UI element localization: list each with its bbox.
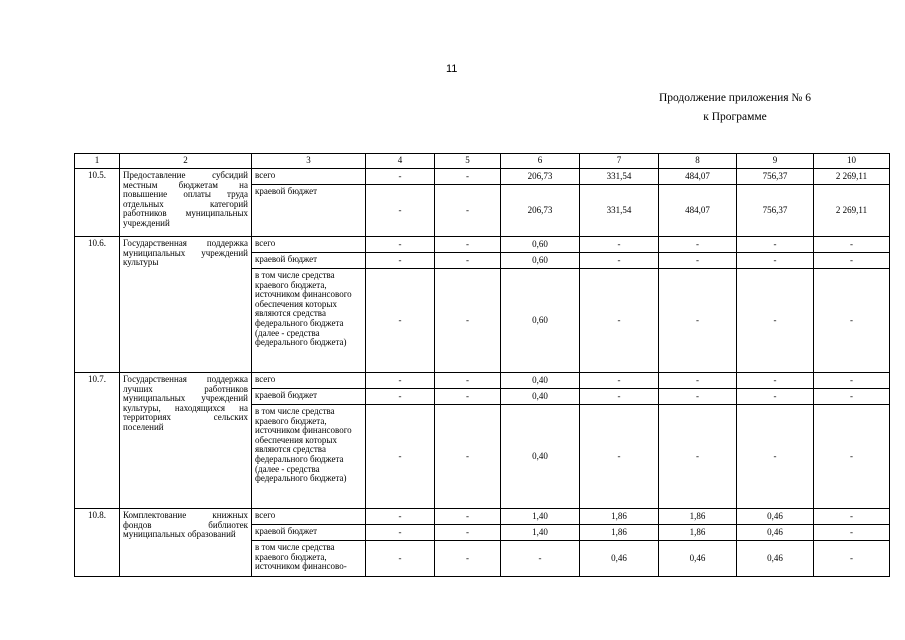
value-cell: - [366, 185, 435, 237]
header-cell: 8 [659, 154, 737, 169]
header-cell: 10 [814, 154, 890, 169]
value-cell: - [814, 389, 890, 405]
value-cell: - [366, 405, 435, 509]
item-name: Предоставление субсидий местным бюджетам на повышение оплаты труда отдельных категорий работников муниципальных учреждений [120, 169, 252, 237]
value-cell: - [659, 253, 737, 269]
value-cell: - [580, 269, 659, 373]
value-cell: - [814, 525, 890, 541]
value-cell: 0,40 [501, 405, 580, 509]
value-cell: - [366, 269, 435, 373]
table-row [75, 237, 890, 253]
value-cell: - [580, 253, 659, 269]
value-cell: - [580, 237, 659, 253]
value-cell: 756,37 [737, 185, 814, 237]
item-name: Комплектование книжных фондов библиотек муниципальных образований [120, 509, 252, 577]
value-cell: 1,86 [659, 509, 737, 525]
value-cell: - [366, 169, 435, 185]
value-cell: 0,46 [737, 509, 814, 525]
funding-source: в том числе средства краевого бюджета, источником финансово- [252, 541, 366, 577]
item-number: 10.5. [75, 169, 120, 237]
value-cell: - [435, 253, 501, 269]
value-cell: 331,54 [580, 169, 659, 185]
value-cell: - [435, 237, 501, 253]
header-cell: 4 [366, 154, 435, 169]
table-body [75, 154, 890, 577]
value-cell: - [737, 269, 814, 373]
header-cell: 5 [435, 154, 501, 169]
appendix-line-2: к Программе [703, 111, 767, 123]
value-cell: - [659, 405, 737, 509]
funding-source: в том числе средства краевого бюджета, источником финансового обеспечения которых являются средства федерального бюджета (далее - средства федерального бюджета) [252, 405, 366, 509]
value-cell: 1,86 [659, 525, 737, 541]
value-cell: - [814, 509, 890, 525]
value-cell: - [580, 405, 659, 509]
value-cell: - [737, 253, 814, 269]
value-cell: - [366, 541, 435, 577]
value-cell: - [435, 509, 501, 525]
header-cell: 6 [501, 154, 580, 169]
item-name: Государственная поддержка лучших работников муниципальных учреждений культуры, находящихся на территориях сельских поселений [120, 373, 252, 509]
value-cell: - [814, 269, 890, 373]
header-cell: 3 [252, 154, 366, 169]
value-cell: 2 269,11 [814, 185, 890, 237]
value-cell: - [366, 509, 435, 525]
value-cell: 0,60 [501, 237, 580, 253]
funding-source: всего [252, 509, 366, 525]
value-cell: 0,46 [659, 541, 737, 577]
value-cell: - [659, 237, 737, 253]
value-cell: - [737, 237, 814, 253]
value-cell: - [435, 541, 501, 577]
value-cell: - [737, 389, 814, 405]
value-cell: - [366, 373, 435, 389]
value-cell: - [580, 389, 659, 405]
value-cell: - [814, 253, 890, 269]
item-number: 10.8. [75, 509, 120, 577]
value-cell: - [814, 405, 890, 509]
value-cell: 0,40 [501, 373, 580, 389]
header-cell: 1 [75, 154, 120, 169]
funding-source: всего [252, 373, 366, 389]
item-name: Государственная поддержка муниципальных учреждений культуры [120, 237, 252, 373]
value-cell: - [366, 525, 435, 541]
appendix-caption [600, 89, 870, 127]
value-cell: 2 269,11 [814, 169, 890, 185]
value-cell: 1,86 [580, 509, 659, 525]
funding-source: краевой бюджет [252, 525, 366, 541]
funding-source: краевой бюджет [252, 185, 366, 237]
value-cell: - [366, 389, 435, 405]
header-cell: 2 [120, 154, 252, 169]
funding-table [74, 153, 890, 577]
value-cell: - [659, 373, 737, 389]
funding-source: в том числе средства краевого бюджета, источником финансового обеспечения которых являются средства федерального бюджета (далее - средства федерального бюджета) [252, 269, 366, 373]
value-cell: - [435, 525, 501, 541]
value-cell: 484,07 [659, 169, 737, 185]
table-row [75, 509, 890, 525]
value-cell: - [435, 373, 501, 389]
value-cell: - [435, 389, 501, 405]
header-cell: 9 [737, 154, 814, 169]
value-cell: - [435, 405, 501, 509]
value-cell: 1,40 [501, 509, 580, 525]
value-cell: - [366, 253, 435, 269]
value-cell: 0,60 [501, 253, 580, 269]
value-cell: - [814, 237, 890, 253]
funding-source: всего [252, 169, 366, 185]
value-cell: 0,40 [501, 389, 580, 405]
funding-source: всего [252, 237, 366, 253]
value-cell: - [435, 185, 501, 237]
value-cell: - [659, 389, 737, 405]
value-cell: - [659, 269, 737, 373]
value-cell: 1,86 [580, 525, 659, 541]
value-cell: - [366, 237, 435, 253]
item-number: 10.6. [75, 237, 120, 373]
value-cell: - [501, 541, 580, 577]
header-cell: 7 [580, 154, 659, 169]
value-cell: 0,60 [501, 269, 580, 373]
item-number: 10.7. [75, 373, 120, 509]
value-cell: 0,46 [737, 541, 814, 577]
value-cell: - [814, 373, 890, 389]
value-cell: 484,07 [659, 185, 737, 237]
table-row [75, 373, 890, 389]
value-cell: - [737, 373, 814, 389]
value-cell: 0,46 [737, 525, 814, 541]
value-cell: 206,73 [501, 169, 580, 185]
value-cell: - [737, 405, 814, 509]
funding-source: краевой бюджет [252, 389, 366, 405]
value-cell: 331,54 [580, 185, 659, 237]
funding-source: краевой бюджет [252, 253, 366, 269]
value-cell: 0,46 [580, 541, 659, 577]
appendix-line-1: Продолжение приложения № 6 [658, 92, 812, 104]
value-cell: - [814, 541, 890, 577]
value-cell: 756,37 [737, 169, 814, 185]
value-cell: - [435, 269, 501, 373]
value-cell: 1,40 [501, 525, 580, 541]
value-cell: - [435, 169, 501, 185]
header-row [75, 154, 890, 169]
value-cell: 206,73 [501, 185, 580, 237]
table-row [75, 169, 890, 185]
value-cell: - [580, 373, 659, 389]
page-number: 11 [446, 63, 458, 75]
